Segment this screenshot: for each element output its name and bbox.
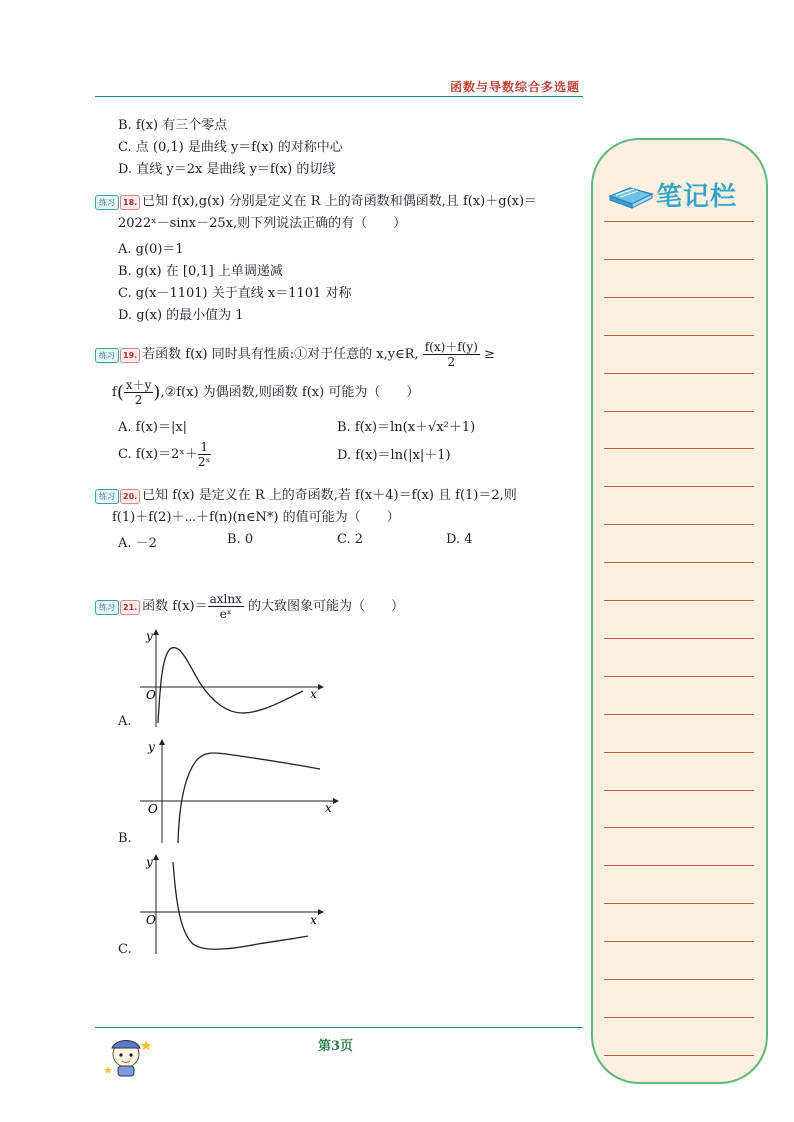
q21-fraction: $\frac{axlnx}{\text{eˣ}}$ [209,592,242,621]
q21-graph-c [138,852,324,956]
q19-fraction-2: $\frac{x+y}{2}$ [125,378,152,407]
q21-graph-c-x-label: x [310,913,317,927]
q21-graph-a-origin: O [146,688,156,702]
q21-graph-b [138,737,340,845]
q19-option-c-fraction: $\frac{1}{\text{2ˣ}}$ [197,440,211,469]
notes-ruled-line [604,411,754,412]
notes-ruled-line [604,979,754,980]
q18-stem-line1: 练习 18. 已知 f(x),g(x) 分别是定义在 R 上的奇函数和偶函数,且 f(x)＋g(x)＝ [95,190,537,210]
notes-ruled-line [604,524,754,525]
notes-ruled-line [604,486,754,487]
notes-ruled-line [604,373,754,374]
q17-option-d: D. 直线 y＝2x 是曲线 y＝f(x) 的切线 [118,162,336,177]
notes-ruled-line [604,221,754,222]
q21-graph-c-y-label: y [146,855,153,869]
q21-graph-a-y-label: y [146,629,153,643]
notes-ruled-line [604,259,754,260]
q18-stem-line2: 2022ˣ－sinx－25x,则下列说法正确的有（ ） [118,216,407,231]
q20-stem-line1: 练习 20. 已知 f(x) 是定义在 R 上的奇函数,若 f(x＋4)＝f(x) 且 f(1)＝2,则 [95,484,517,504]
notes-ruled-line [604,448,754,449]
notes-ruled-line [604,865,754,866]
q19-fraction-1: $\frac{f(x)+f(y)}{2}$ [424,340,478,369]
notes-ruled-line [604,790,754,791]
footer-divider [95,1027,583,1028]
q20-badge: 练习 20. [95,488,140,504]
notes-ruled-line [604,562,754,563]
q20-option-b: B. 0 [227,532,254,547]
q21-graph-a [138,627,326,729]
notes-ruled-line [604,903,754,904]
q21-graph-b-origin: O [148,802,158,816]
q20-option-c: C. 2 [337,532,364,547]
q21-option-b-label: B. [118,831,132,846]
q19-option-b: B. f(x)＝ln(x＋√x²＋1) [337,420,476,435]
q19-option-a: A. f(x)＝|x| [118,420,188,435]
notes-ruled-line [604,714,754,715]
book-icon [606,178,656,212]
q21-graph-b-y-label: y [148,740,155,754]
notes-ruled-line [604,638,754,639]
q17-option-b: B. f(x) 有三个零点 [118,118,228,133]
header-title: 函数与导数综合多选题 [449,80,580,94]
q21-graph-b-x-label: x [325,801,332,815]
q21-option-c-label: C. [118,942,132,957]
notes-ruled-line [604,752,754,753]
page-number: 第3页 [318,1039,354,1054]
notes-ruled-line [604,827,754,828]
q19-option-d: D. f(x)＝ln(|x|＋1) [337,448,451,463]
q18-option-a: A. g(0)＝1 [118,242,184,257]
q19-badge: 练习 19. [95,347,140,363]
q21-option-a-label: A. [118,714,132,729]
q18-option-b: B. g(x) 在 [0,1] 上单调递减 [118,264,283,279]
notes-ruled-line [604,1017,754,1018]
notes-ruled-line [604,335,754,336]
q19-stem-line2: f( $\frac{x+y}{2}$ ),②f(x) 为偶函数,则函数 f(x) 可能为（ ） [112,378,420,407]
mascot-icon [102,1034,156,1078]
q21-badge: 练习 21. [95,599,140,615]
q18-option-d: D. g(x) 的最小值为 1 [118,308,244,323]
q18-option-c: C. g(x－1101) 关于直线 x＝1101 对称 [118,286,352,301]
notes-ruled-line [604,297,754,298]
notes-ruled-line [604,941,754,942]
q19-option-c: C. f(x)＝2ˣ＋ $\frac{1}{\text{2ˣ}}$ [118,440,211,469]
q20-option-d: D. 4 [446,532,473,547]
q21-stem: 练习 21. 函数 f(x)＝ $\frac{axlnx}{\text{eˣ}}$ 的大致图象可能为（ ） [95,592,404,621]
q17-option-c: C. 点 (0,1) 是曲线 y＝f(x) 的对称中心 [118,140,343,155]
header-divider [95,96,583,97]
q21-graph-a-x-label: x [310,687,317,701]
q19-stem-line1: 练习 19. 若函数 f(x) 同时具有性质:①对于任意的 x,y∈R, $\frac{f(x)+f(y)}{2}$ ≥ [95,340,495,369]
q18-badge: 练习 18. [95,194,140,210]
q20-option-a: A. －2 [118,536,157,551]
notes-ruled-line [604,1055,754,1056]
notes-ruled-line [604,600,754,601]
q21-graph-c-origin: O [146,913,156,927]
notes-title: 笔记栏 [656,182,738,212]
notes-panel [591,138,768,1084]
notes-ruled-line [604,676,754,677]
q20-stem-line2: f(1)＋f(2)＋⋯＋f(n)(n∈N*) 的值可能为（ ） [112,510,400,525]
